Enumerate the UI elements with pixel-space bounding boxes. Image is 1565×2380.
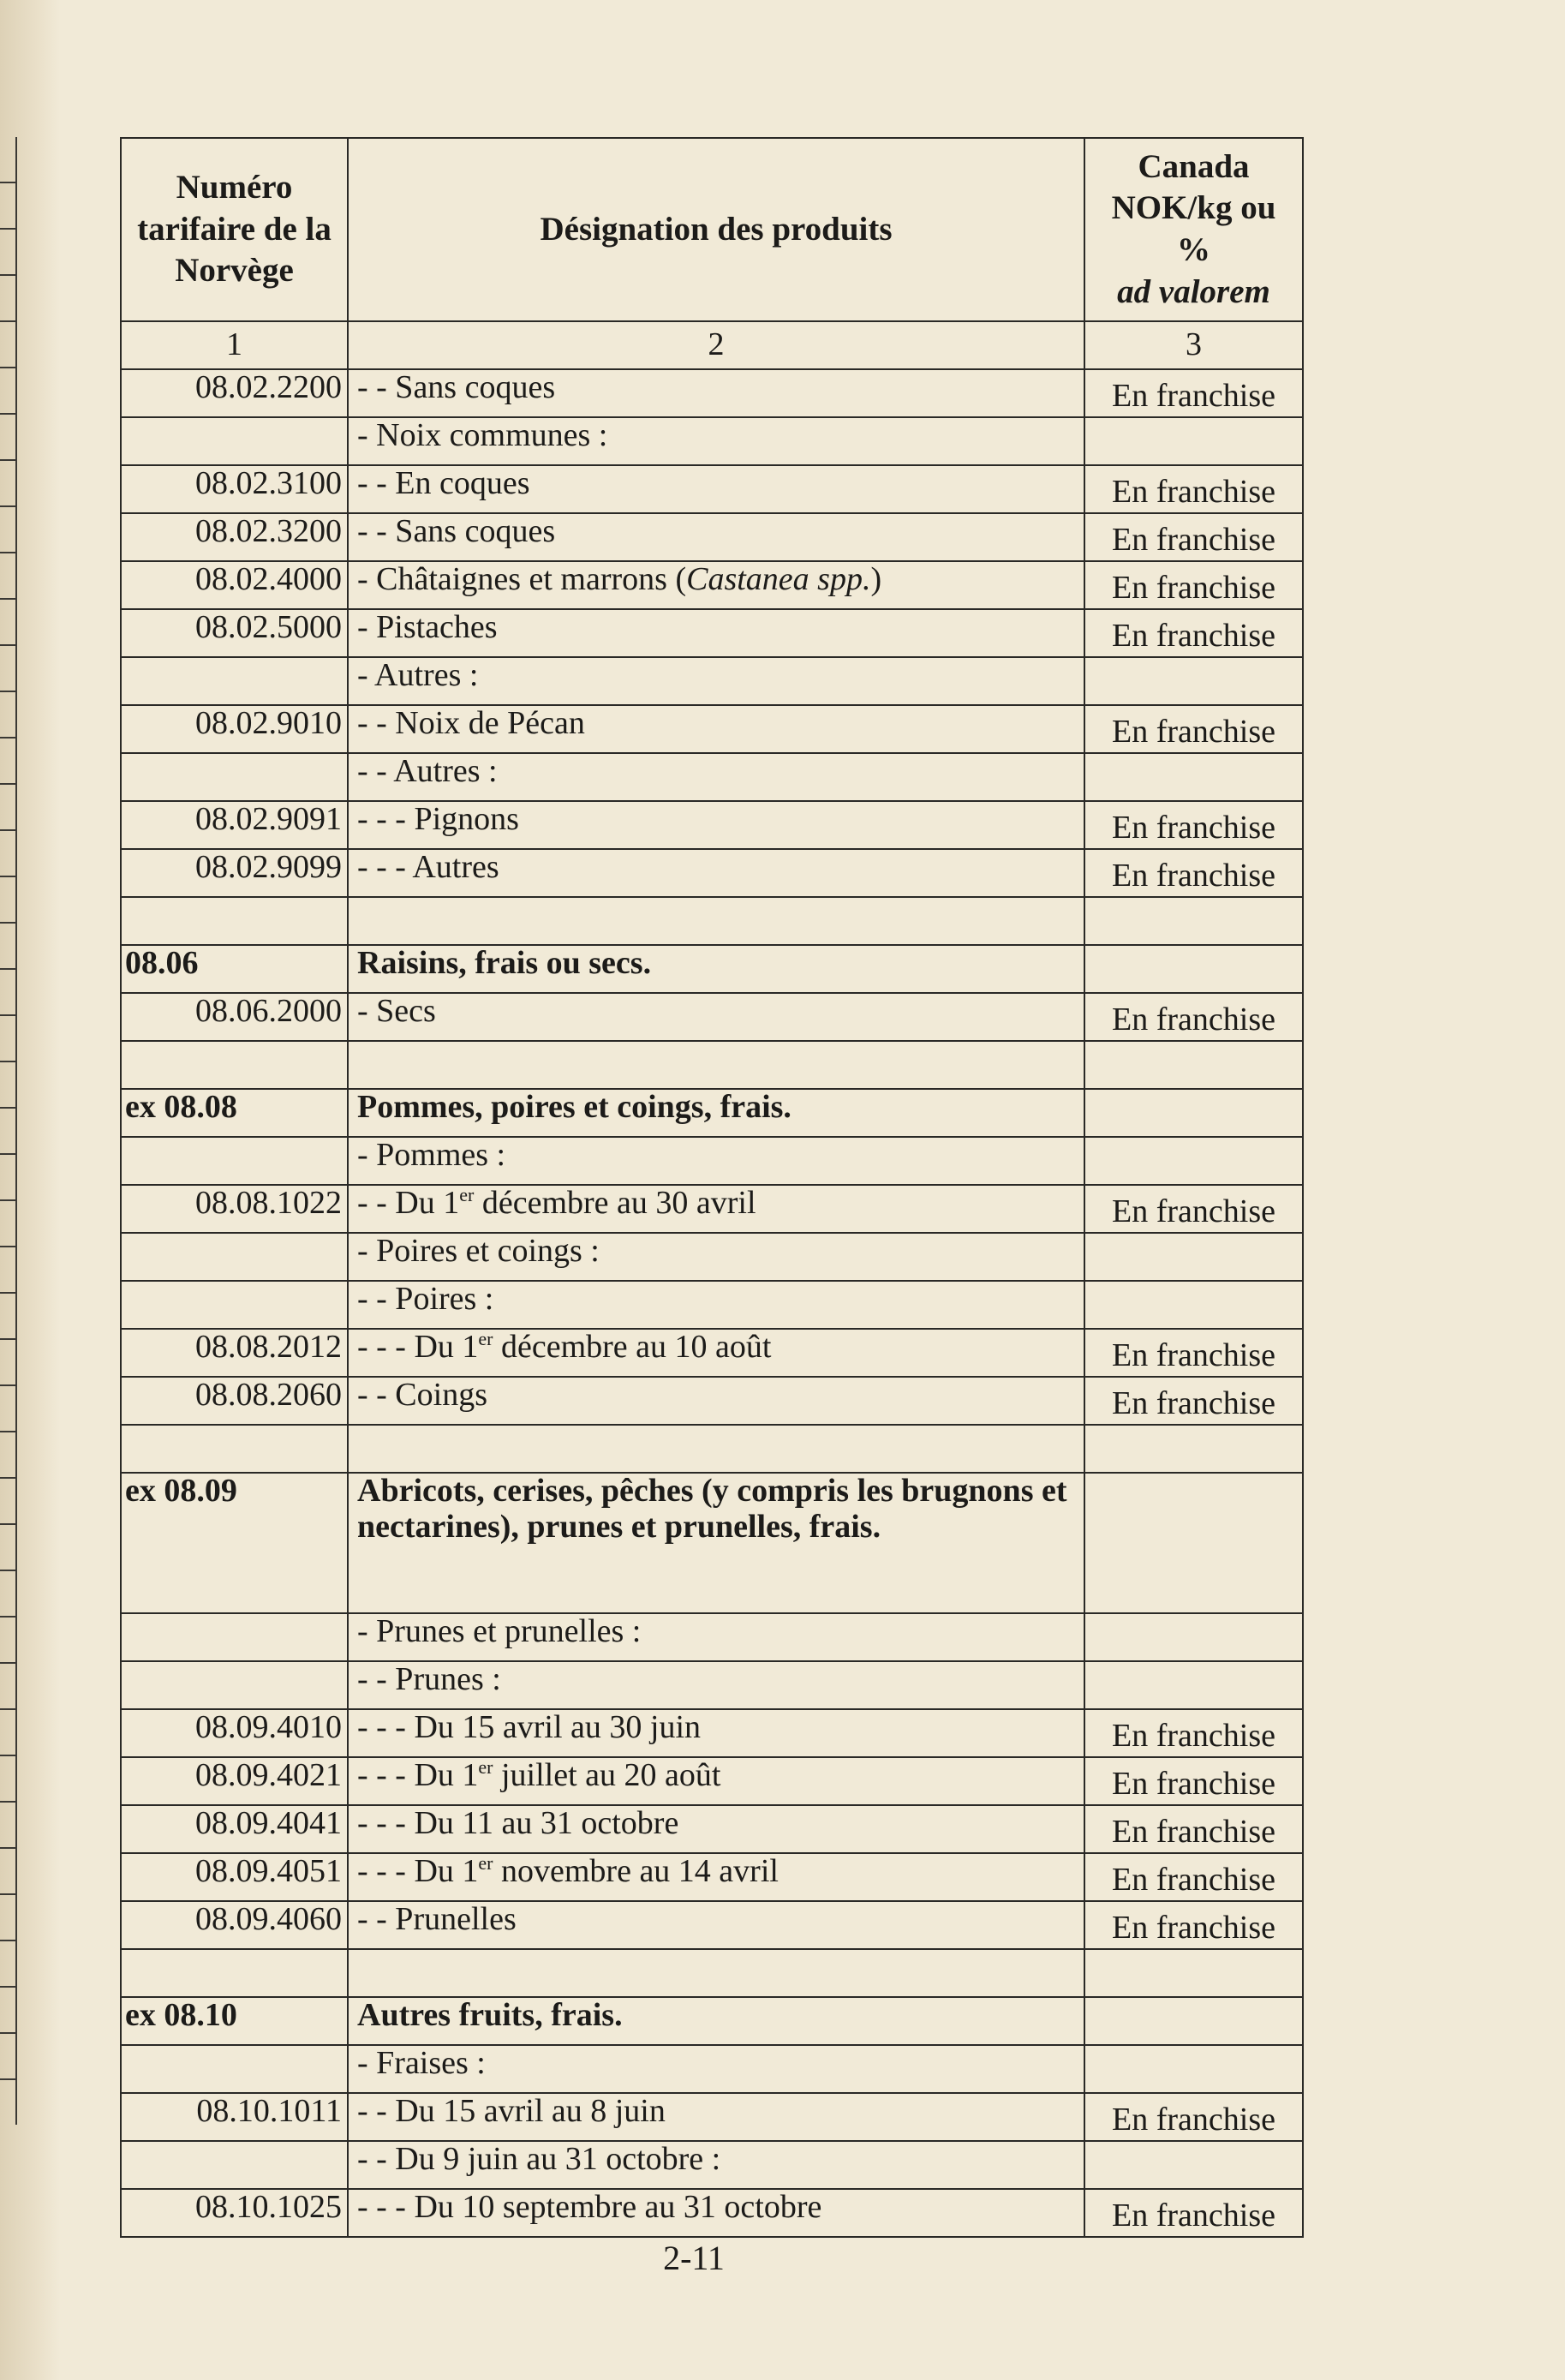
tariff-code-cell: 08.02.3200 [121,513,348,561]
tariff-code-cell: 08.10.1025 [121,2189,348,2237]
header-canada-rate [1084,138,1303,321]
canada-rate-cell: En franchise [1084,1185,1303,1233]
canada-rate-cell [1084,897,1303,945]
table-row [121,1185,1303,1233]
designation-cell: - - Du 15 avril au 8 juin [348,2093,1084,2141]
designation-cell: - - Du 9 juin au 31 octobre : [348,2141,1084,2189]
header-col3-line: NOK/kg ou [1111,189,1276,227]
designation-text: décembre au 10 août [493,1329,772,1365]
designation-cell [348,1425,1084,1473]
canada-rate-cell: En franchise [1084,705,1303,753]
section-heading-row [121,1997,1303,2045]
table-row [121,1233,1303,1281]
tariff-code-cell [121,2141,348,2189]
designation-text: - - - Du 1 [357,1757,479,1793]
ordinal-superscript: er [478,1756,493,1778]
table-row [121,1425,1303,1473]
table-row [121,2093,1303,2141]
designation-cell: - - - Autres [348,849,1084,897]
designation-italic-text: Castanea spp. [686,561,871,597]
tariff-code-cell: 08.06 [121,945,348,993]
tariff-code-cell: 08.02.9010 [121,705,348,753]
canada-rate-cell [1084,1997,1303,2045]
designation-cell: - Poires et coings : [348,1233,1084,1281]
tariff-code-cell: ex 08.10 [121,1997,348,2045]
designation-cell: - - Sans coques [348,513,1084,561]
tariff-code-cell: ex 08.09 [121,1473,348,1613]
tariff-code-cell: 08.09.4051 [121,1853,348,1901]
designation-cell: - Secs [348,993,1084,1041]
table-row [121,1901,1303,1949]
tariff-code-cell [121,1281,348,1329]
tariff-code-cell: 08.08.1022 [121,1185,348,1233]
header-col1-line: tarifaire de la [137,210,332,248]
tariff-code-cell: 08.02.9091 [121,801,348,849]
designation-text: - - Du 1 [357,1185,460,1221]
column-number: 1 [121,321,348,369]
canada-rate-cell [1084,1661,1303,1709]
table-row [121,705,1303,753]
header-col3-italic: ad valorem [1117,272,1270,310]
tariff-code-cell [121,1661,348,1709]
canada-rate-cell [1084,753,1303,801]
column-number: 3 [1084,321,1303,369]
table-row [121,417,1303,465]
designation-cell: - - Poires : [348,1281,1084,1329]
tariff-code-cell: 08.08.2012 [121,1329,348,1377]
designation-cell: - - - Du 15 avril au 30 juin [348,1709,1084,1757]
designation-cell: - - - Pignons [348,801,1084,849]
tariff-code-cell [121,417,348,465]
designation-cell: - - Noix de Pécan [348,705,1084,753]
tariff-code-cell [121,1613,348,1661]
table-row [121,1661,1303,1709]
page-number: 2-11 [663,2239,725,2277]
canada-rate-cell: En franchise [1084,1805,1303,1853]
tariff-code-cell: 08.06.2000 [121,993,348,1041]
table-row [121,993,1303,1041]
tariff-code-cell: 08.02.4000 [121,561,348,609]
table-row [121,2141,1303,2189]
table-row [121,609,1303,657]
canada-rate-cell [1084,1089,1303,1137]
ordinal-superscript: er [478,1328,493,1349]
canada-rate-cell [1084,1949,1303,1997]
section-heading-row [121,1089,1303,1137]
canada-rate-cell [1084,2141,1303,2189]
table-row [121,1329,1303,1377]
canada-rate-cell [1084,945,1303,993]
table-row [121,561,1303,609]
designation-cell: Abricots, cerises, pêches (y compris les brugnons et nectarines), prunes et prunelles, frais. [348,1473,1084,1613]
tariff-table-container [120,137,1302,2238]
canada-rate-cell: En franchise [1084,609,1303,657]
designation-cell [348,561,1084,609]
table-row [121,465,1303,513]
designation-cell: - - Coings [348,1377,1084,1425]
canada-rate-cell: En franchise [1084,1901,1303,1949]
canada-rate-cell: En franchise [1084,513,1303,561]
ordinal-superscript: er [478,1852,493,1874]
tariff-code-cell [121,897,348,945]
tariff-code-cell [121,1425,348,1473]
designation-cell: - - Prunelles [348,1901,1084,1949]
canada-rate-cell: En franchise [1084,1757,1303,1805]
canada-rate-cell: En franchise [1084,801,1303,849]
tariff-code-cell: 08.02.9099 [121,849,348,897]
canada-rate-cell [1084,417,1303,465]
canada-rate-cell: En franchise [1084,2093,1303,2141]
canada-rate-cell: En franchise [1084,993,1303,1041]
canada-rate-cell [1084,2045,1303,2093]
tariff-code-cell: 08.09.4041 [121,1805,348,1853]
designation-cell: Raisins, frais ou secs. [348,945,1084,993]
tariff-code-cell [121,1041,348,1089]
opposite-page-edge [0,137,17,2125]
designation-cell: - Pistaches [348,609,1084,657]
table-row [121,1757,1303,1805]
canada-rate-cell [1084,1137,1303,1185]
designation-text: - Châtaignes et marrons ( [357,561,687,597]
tariff-code-cell: 08.08.2060 [121,1377,348,1425]
section-heading-row [121,1473,1303,1613]
table-row [121,657,1303,705]
header-col1-line: Numéro [176,168,293,206]
designation-text: novembre au 14 avril [493,1853,779,1889]
designation-cell [348,1041,1084,1089]
tariff-code-cell [121,1137,348,1185]
designation-text: ) [870,561,882,597]
table-row [121,1041,1303,1089]
designation-cell: - Fraises : [348,2045,1084,2093]
header-tariff-number [121,138,348,321]
tariff-code-cell [121,2045,348,2093]
canada-rate-cell: En franchise [1084,369,1303,417]
designation-text: - - - Du 1 [357,1329,479,1365]
table-row [121,801,1303,849]
tariff-table [120,137,1304,2238]
tariff-code-cell: 08.09.4021 [121,1757,348,1805]
tariff-code-cell: ex 08.08 [121,1089,348,1137]
tariff-code-cell: 08.02.5000 [121,609,348,657]
canada-rate-cell: En franchise [1084,849,1303,897]
canada-rate-cell: En franchise [1084,1709,1303,1757]
designation-cell: - Prunes et prunelles : [348,1613,1084,1661]
table-row [121,897,1303,945]
table-row [121,513,1303,561]
designation-cell: - - Autres : [348,753,1084,801]
canada-rate-cell: En franchise [1084,1377,1303,1425]
table-row [121,1949,1303,1997]
designation-cell: - - Sans coques [348,369,1084,417]
designation-cell [348,897,1084,945]
column-number: 2 [348,321,1084,369]
canada-rate-cell: En franchise [1084,465,1303,513]
tariff-code-cell: 08.02.2200 [121,369,348,417]
designation-cell [348,1329,1084,1377]
header-col3-line: Canada [1138,147,1250,185]
canada-rate-cell [1084,1473,1303,1613]
canada-rate-cell: En franchise [1084,561,1303,609]
table-body [121,369,1303,2237]
designation-cell: - Noix communes : [348,417,1084,465]
table-row [121,2189,1303,2237]
tariff-code-cell: 08.09.4010 [121,1709,348,1757]
table-row [121,1709,1303,1757]
tariff-code-cell: 08.02.3100 [121,465,348,513]
column-number-row [121,321,1303,369]
tariff-code-cell [121,1233,348,1281]
designation-cell: - - - Du 11 au 31 octobre [348,1805,1084,1853]
canada-rate-cell [1084,1041,1303,1089]
designation-cell: Pommes, poires et coings, frais. [348,1089,1084,1137]
canada-rate-cell [1084,657,1303,705]
canada-rate-cell [1084,1425,1303,1473]
canada-rate-cell [1084,1281,1303,1329]
ordinal-superscript: er [459,1184,475,1205]
table-row [121,1853,1303,1901]
table-row [121,1805,1303,1853]
designation-cell: Autres fruits, frais. [348,1997,1084,2045]
header-designation: Désignation des produits [348,138,1084,321]
tariff-code-cell [121,657,348,705]
tariff-code-cell: 08.09.4060 [121,1901,348,1949]
table-row [121,849,1303,897]
canada-rate-cell [1084,1613,1303,1661]
designation-cell: - Autres : [348,657,1084,705]
designation-cell: - Pommes : [348,1137,1084,1185]
header-col3-line: % [1177,231,1210,268]
table-row [121,369,1303,417]
table-row [121,1377,1303,1425]
designation-text: décembre au 30 avril [474,1185,756,1221]
tariff-code-cell: 08.10.1011 [121,2093,348,2141]
designation-cell: - - Prunes : [348,1661,1084,1709]
table-row [121,1613,1303,1661]
canada-rate-cell [1084,1233,1303,1281]
table-row [121,753,1303,801]
designation-text: juillet au 20 août [493,1757,721,1793]
canada-rate-cell: En franchise [1084,1853,1303,1901]
canada-rate-cell: En franchise [1084,2189,1303,2237]
designation-cell: - - En coques [348,465,1084,513]
canada-rate-cell: En franchise [1084,1329,1303,1377]
tariff-code-cell [121,753,348,801]
table-row [121,1137,1303,1185]
table-row [121,2045,1303,2093]
header-col1-line: Norvège [175,252,294,290]
tariff-code-cell [121,1949,348,1997]
designation-cell [348,1853,1084,1901]
designation-cell [348,1949,1084,1997]
table-row [121,1281,1303,1329]
designation-text: - - - Du 1 [357,1853,479,1889]
section-heading-row [121,945,1303,993]
designation-cell [348,1185,1084,1233]
designation-cell [348,1757,1084,1805]
header-row [121,138,1303,321]
designation-cell: - - - Du 10 septembre au 31 octobre [348,2189,1084,2237]
